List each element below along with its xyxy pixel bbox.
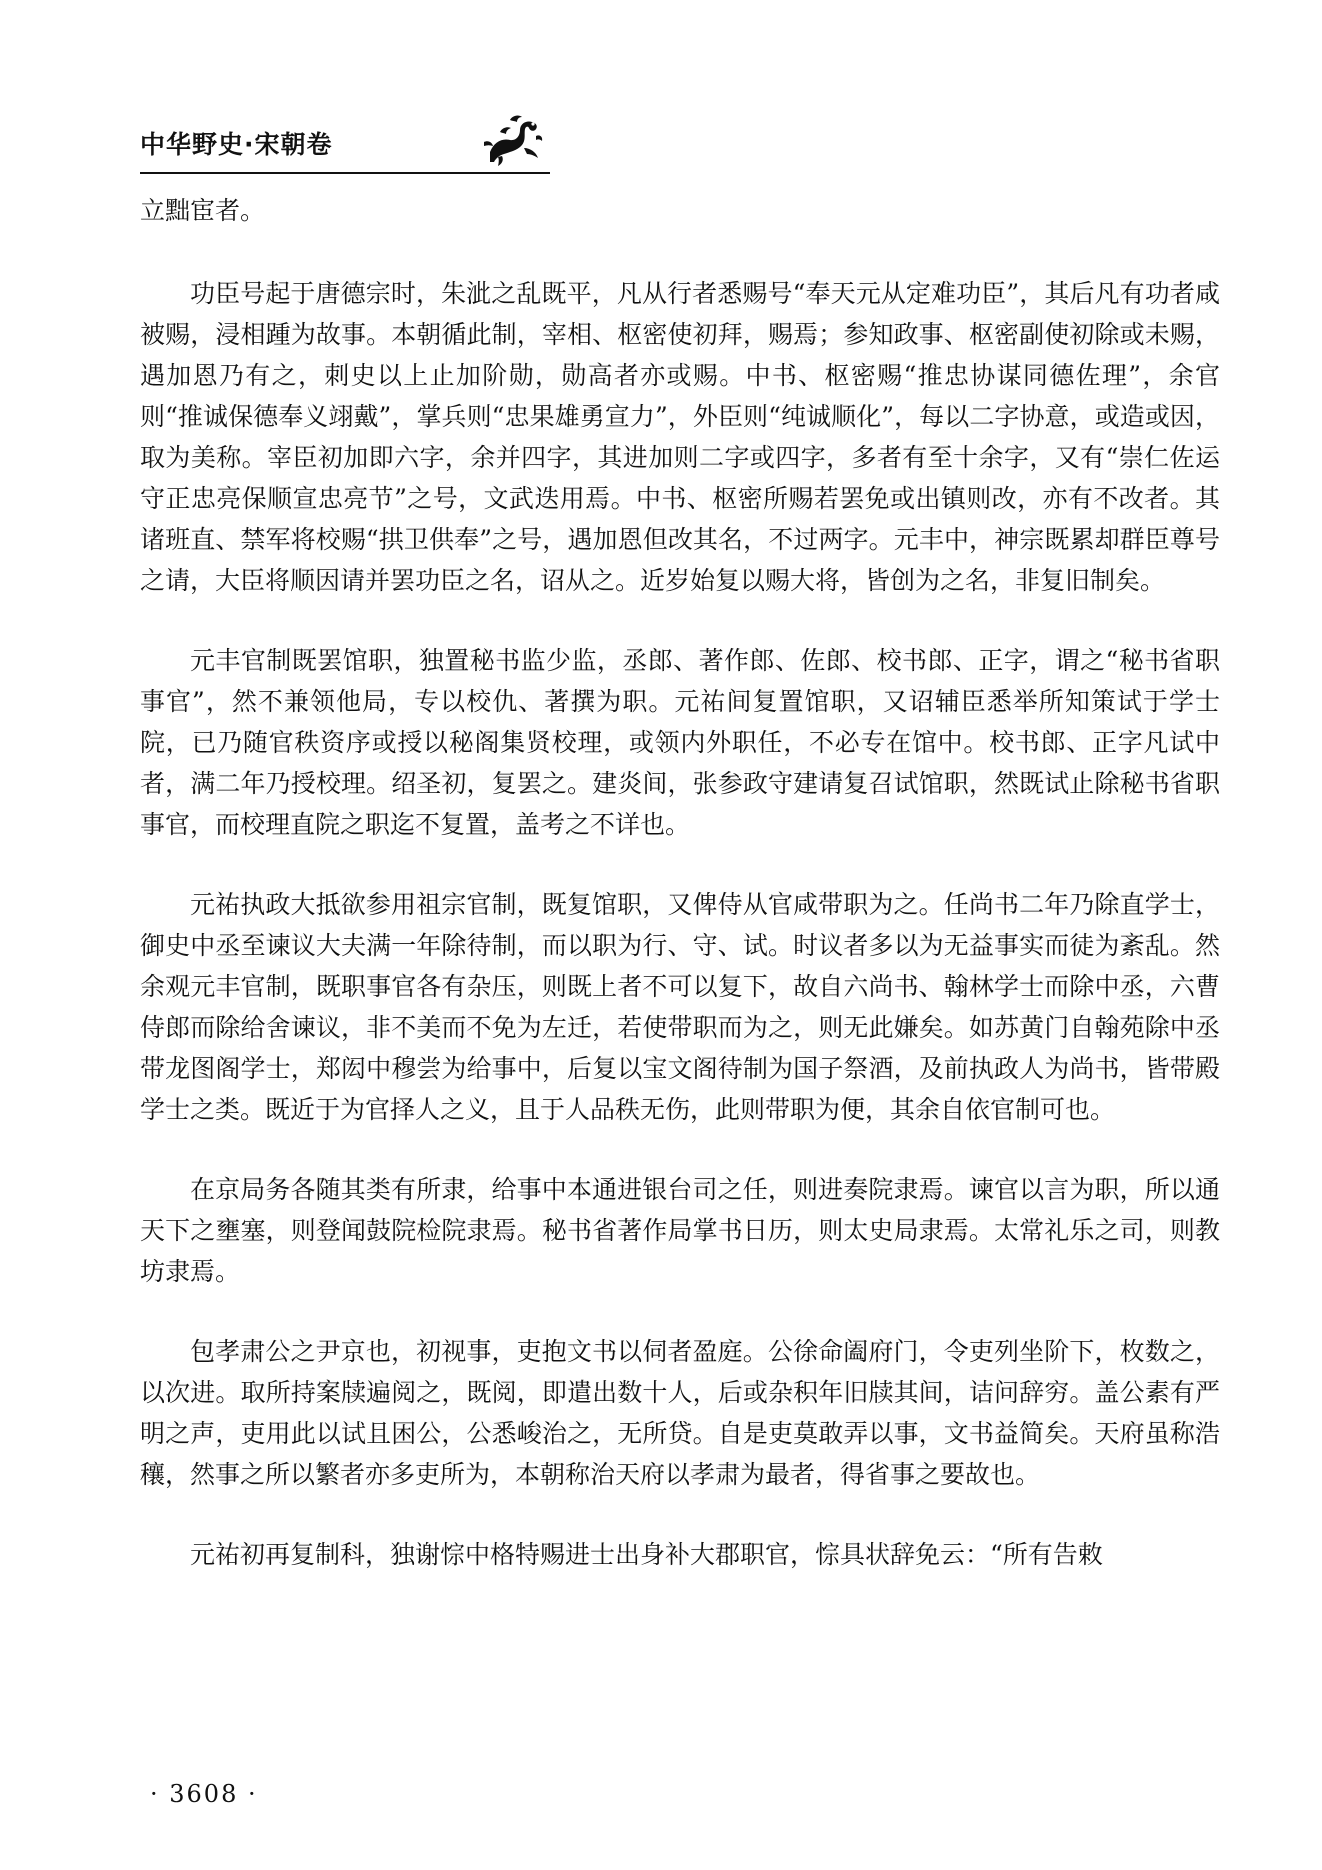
body-text (140, 190, 1220, 1614)
paragraph: 功臣号起于唐德宗时，朱泚之乱既平，凡从行者悉赐号“奉天元从定难功臣”，其后凡有功者咸被赐，浸相踵为故事。本朝循此制，宰相、枢密使初拜，赐焉；参知政事、枢密副使初除或未赐，遇加恩乃有之，刺史以上止加阶勋，勋高者亦或赐。中书、枢密赐“推忠协谋同德佐理”，余官则“推诚保德奉义翊戴”，掌兵则“忠果雄勇宣力”，外臣则“纯诚顺化”，每以二字协意，或造或因，取为美称。宰臣初加即六字，余并四字，其进加则二字或四字，多者有至十余字，又有“崇仁佐运守正忠亮保顺宣忠亮节”之号，文武迭用焉。中书、枢密所赐若罢免或出镇则改，亦有不改者。其诸班直、禁军将校赐“拱卫供奉”之号，遇加恩但改其名，不过两字。元丰中，神宗既累却群臣尊号之请，大臣将顺因请并罢功臣之名，诏从之。近岁始复以赐大将，皆创为之名，非复旧制矣。 (140, 279, 1220, 595)
paragraph: 立黜宦者。 (140, 196, 266, 225)
header-rule (140, 172, 550, 174)
dragon-emblem-icon (480, 112, 546, 168)
paragraph: 元丰官制既罢馆职，独置秘书监少监，丞郎、著作郎、佐郎、校书郎、正字，谓之“秘书省职事官”，然不兼领他局，专以校仇、著撰为职。元祐间复置馆职，又诏辅臣悉举所知策试于学士院，已乃随官秩资序或授以秘阁集贤校理，或领内外职任，不必专在馆中。校书郎、正字凡试中者，满二年乃授校理。绍圣初，复罢之。建炎间，张参政守建请复召试馆职，然既试止除秘书省职事官，而校理直院之职迄不复置，盖考之不详也。 (140, 646, 1220, 839)
paragraph: 元祐执政大抵欲参用祖宗官制，既复馆职，又俾侍从官咸带职为之。任尚书二年乃除直学士，御史中丞至谏议大夫满一年除待制，而以职为行、守、试。时议者多以为无益事实而徒为紊乱。然余观元丰官制，既职事官各有杂压，则既上者不可以复下，故自六尚书、翰林学士而除中丞，六曹侍郎而除给舍谏议，非不美而不免为左迁，若使带职而为之，则无此嫌矣。如苏黄门自翰苑除中丞带龙图阁学士，郑闳中穆尝为给事中，后复以宝文阁待制为国子祭酒，及前执政人为尚书，皆带殿学士之类。既近于为官择人之义，且于人品秩无伤，此则带职为便，其余自依官制可也。 (140, 890, 1220, 1124)
paragraph: 在京局务各随其类有所隶，给事中本通进银台司之任，则进奏院隶焉。谏官以言为职，所以通天下之壅塞，则登闻鼓院检院隶焉。秘书省著作局掌书日历，则太史局隶焉。太常礼乐之司，则教坊隶焉。 (140, 1175, 1220, 1286)
paragraph: 元祐初再复制科，独谢悰中格特赐进士出身补大郡职官，悰具状辞免云：“所有告敕 (190, 1540, 1103, 1569)
running-header (140, 118, 550, 176)
page-number: · 3608 · (150, 1780, 258, 1808)
paragraph: 包孝肃公之尹京也，初视事，吏抱文书以伺者盈庭。公徐命阖府门，令吏列坐阶下，枚数之，以次进。取所持案牍遍阅之，既阅，即遣出数十人，后或杂积年旧牍其间，诘问辞穷。盖公素有严明之声，吏用此以试且困公，公悉峻治之，无所贷。自是吏莫敢弄以事，文书益简矣。天府虽称浩穰，然事之所以繁者亦多吏所为，本朝称治天府以孝肃为最者，得省事之要故也。 (140, 1337, 1220, 1489)
book-title: 中华野史·宋朝卷 (140, 130, 333, 159)
